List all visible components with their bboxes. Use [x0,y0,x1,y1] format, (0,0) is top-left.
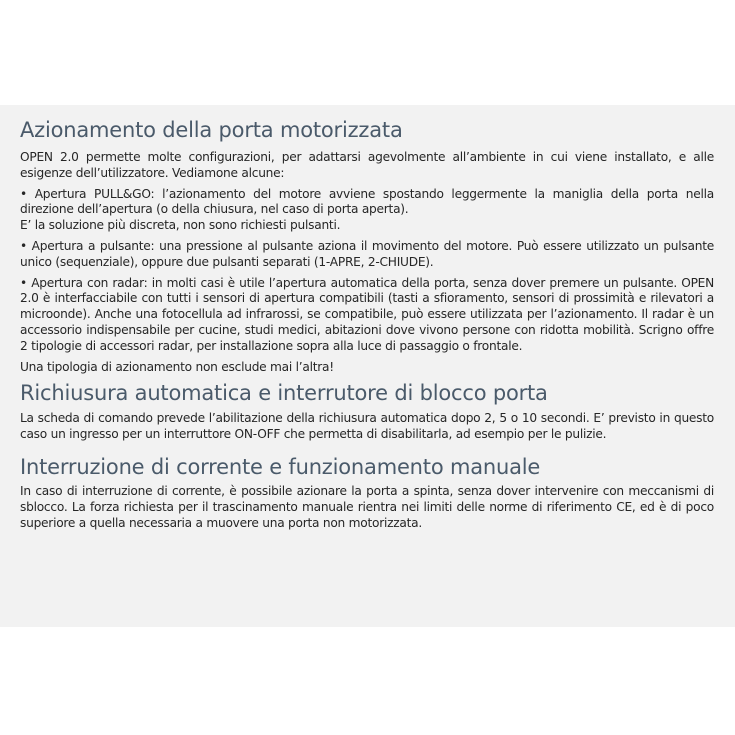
richiusura-paragraph: La scheda di comando prevede l’abilitazione della richiusura automatica dopo 2, 5 o 10 secondi. E’ previsto in questo caso un ingresso per un interruttore ON-OFF che permetta di disabilitarla, ad esempio per le pulizie. [20,411,714,442]
section-title: Richiusura automatica e interrutore di blocco porta [20,381,548,406]
closing-note: Una tipologia di azionamento non esclude mai l’altra! [20,359,334,374]
intro-paragraph: OPEN 2.0 permette molte configurazioni, per adattarsi agevolmente all’ambiente in cui viene installato, e alle esigenze dell’utilizzatore. Vediamone alcune: [20,150,714,180]
content-panel [0,105,735,627]
pullgo-paragraph: • Apertura PULL&GO: l’azionamento del motore avviene spostando leggermente la maniglia della porta nella direzione dell’apertura (o della chiusura, nel caso di porta aperta). [20,186,714,217]
section-title: Interruzione di corrente e funzionamento manuale [20,454,541,479]
radar-paragraph: • Apertura con radar: in molti casi è utile l’apertura automatica della porta, senza dover premere un pulsante. OPEN 2.0 è interfacciabile con tutti i sensori di apertura compatibili (tasti a sfioramento, sensori di prossimità e rilevatori a microonde). Anche una fotocellula ad infrarossi, se compatibile, può essere utilizzata per l’azionamento. Il radar è un accessorio indispensabile per cucine, studi medici, abitazioni dove vivono persone con ridotta mobilità. Scrigno offre 2 tipologie di accessori radar, per installazione sopra alla luce di passaggio o frontale. [20,275,714,353]
interruzione-paragraph: In caso di interruzione di corrente, è possibile azionare la porta a spinta, senza dover intervenire con meccanismi di sblocco. La forza richiesta per il trascinamento manuale rientra nei limiti delle norme di riferimento CE, ed è di poco superiore a quella necessaria a muovere una porta non motorizzata. [20,483,714,530]
pullgo-note: E’ la soluzione più discreta, non sono richiesti pulsanti. [20,218,341,233]
section-title: Azionamento della porta motorizzata [20,118,403,142]
pulsante-paragraph: • Apertura a pulsante: una pressione al pulsante aziona il movimento del motore. Può essere utilizzato un pulsante unico (sequenziale), oppure due pulsanti separati (1-APRE, 2-CHIUDE). [20,238,714,269]
section-azionamento [20,117,714,375]
section-richiusura [20,380,714,443]
section-interruzione [20,454,714,531]
